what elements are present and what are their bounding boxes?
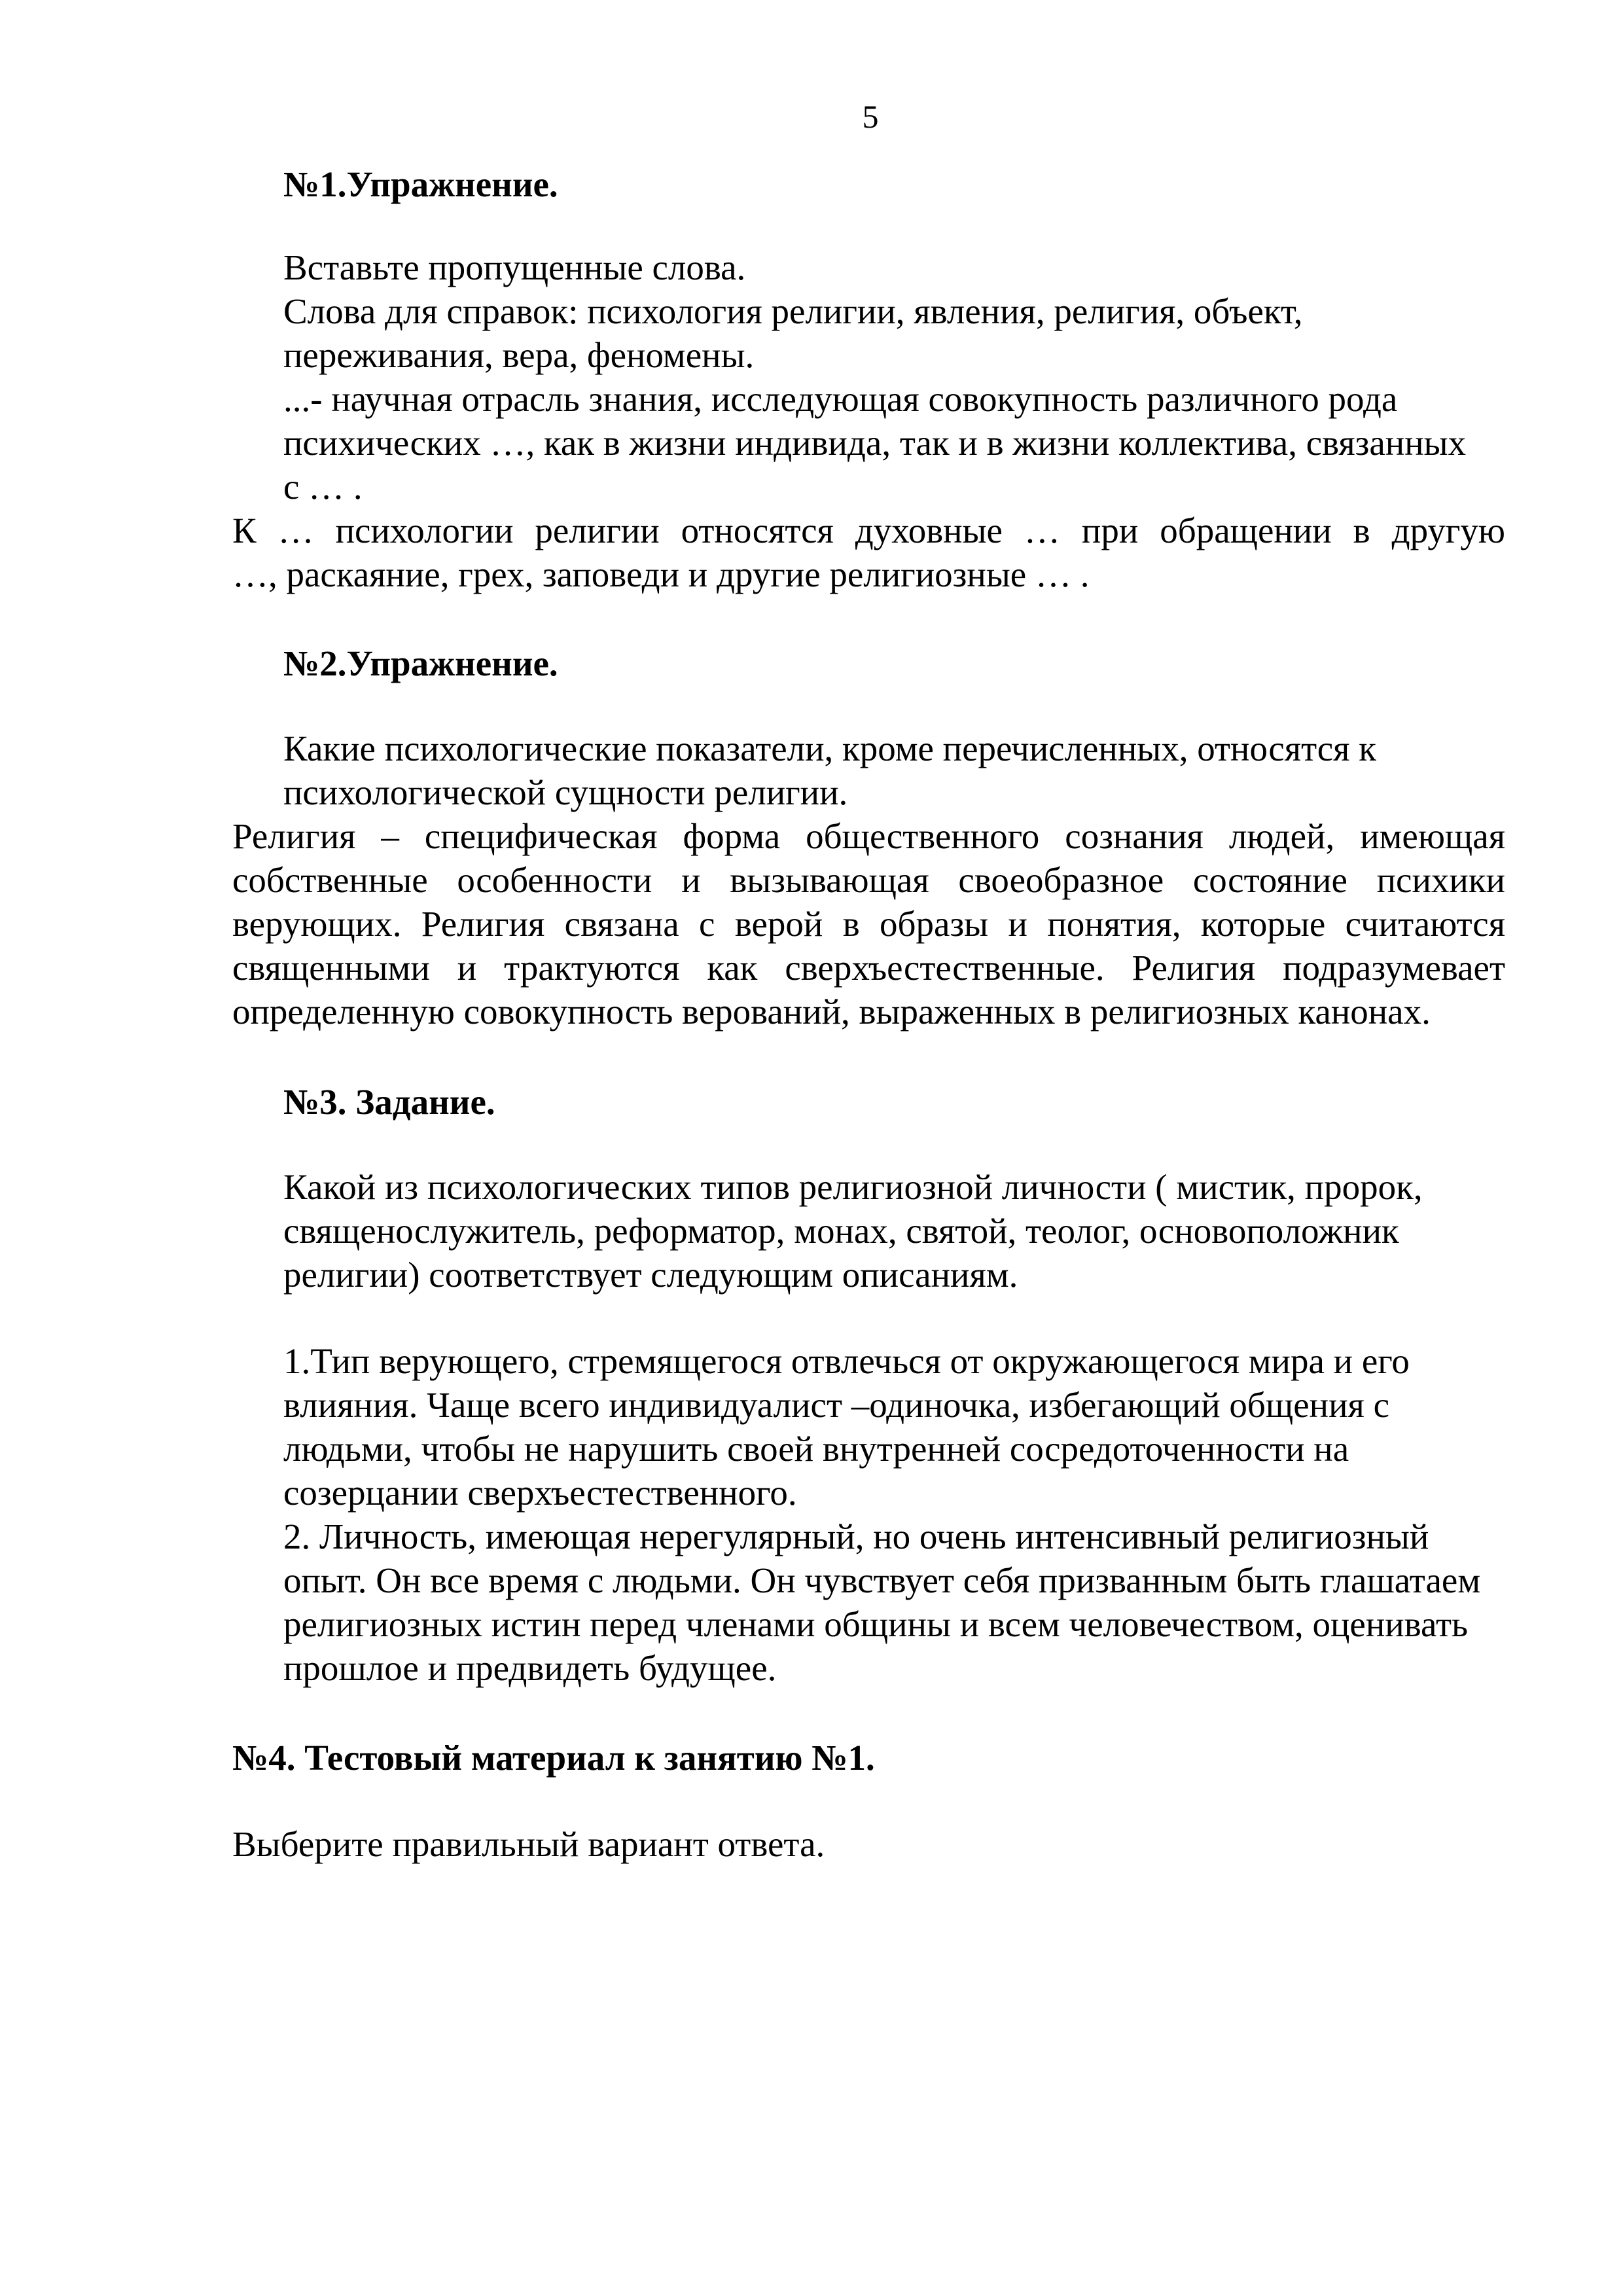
exercise-3-item-1: 1.Тип верующего, стремящегося отвлечься от окружающегося мира и его влияния. Чаще всего индивидуалист –одиночка, избегающий общения с людьми, чтобы не нарушить своей внутренней сосредоточенности на созерцании сверхъестественного. [283,1341,1410,1513]
exercise-4-instruction: Выберите правильный вариант ответа. [232,1824,825,1864]
exercise-1-definition: ...- научная отрасль знания, исследующая совокупность различного рода психических …, как в жизни индивида, так и в жизни коллектива, связанных с … . [283,379,1467,507]
exercise-2-title: №2.Упражнение. [283,643,558,683]
exercise-1-hint: Слова для справок: психология религии, явления, религия, объект, переживания, вера, феномены. [283,291,1303,375]
exercise-3-question: Какой из психологических типов религиозной личности ( мистик, пророк, священослужитель, реформатор, монах, святой, теолог, основоположник религии) соответствует следующим описаниям. [283,1167,1423,1295]
exercise-1-object-line-2: …, раскаяние, грех, заповеди и другие религиозные … . [232,554,1090,594]
exercise-2-question: Какие психологические показатели, кроме перечисленных, относятся к психологической сущности религии. [283,728,1376,812]
exercise-1-instruction: Вставьте пропущенные слова. [283,247,746,287]
exercise-2-text: Религия – специфическая форма общественного сознания людей, имеющая собственные особенности и вызывающая своеобразное состояние психики верующих. Религия связана с верой в образы и понятия, которые считаются священными и трактуются как сверхъестественные. Религия подразумевает определенную совокупность верований, выраженных в религиозных канонах. [232,816,1505,1031]
exercise-3-item-2: 2. Личность, имеющая нерегулярный, но очень интенсивный религиозный опыт. Он все время с людьми. Он чувствует себя призванным быть глашатаем религиозных истин перед членами общины и всем человечеством, оценивать прошлое и предвидеть будущее. [283,1516,1481,1688]
exercise-4-title: №4. Тестовый материал к занятию №1. [232,1738,875,1778]
exercise-3-title: №3. Задание. [283,1082,495,1122]
exercise-1-object-line-1: К … психологии религии относятся духовные … при обращении в другую [232,511,1505,550]
exercise-1-title: №1.Упражнение. [283,164,558,204]
page-number: 5 [862,98,879,135]
